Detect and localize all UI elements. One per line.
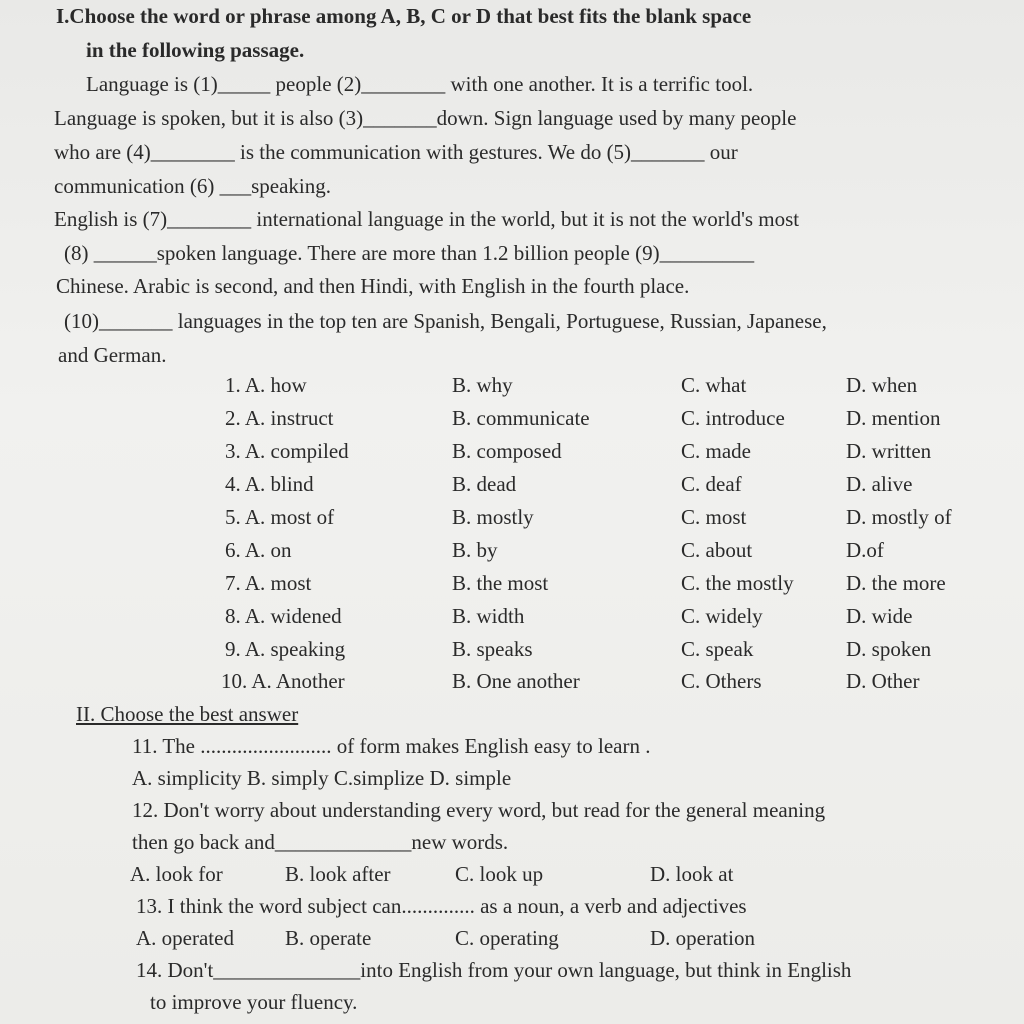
question-11: 11. The ......................... of form makes English easy to learn . [132,734,651,758]
option-c: C. about [681,538,753,562]
option-c: C. operating [455,926,559,950]
option-d: D. mention [846,406,941,430]
option-c: C. speak [681,637,754,661]
question-14-line2: to improve your fluency. [150,990,358,1014]
option-d: D. look at [650,862,734,886]
option-c: C. most [681,505,747,529]
part2-heading: II. Choose the best answer [76,702,299,726]
option-c: C. widely [681,604,763,628]
part1-heading-line2: in the following passage. [86,38,305,62]
passage-line: who are (4)________ is the communication with gestures. We do (5)_______ our [54,140,738,164]
option-c: C. introduce [681,406,785,430]
option-a: 1. A. how [225,373,307,397]
option-a: 3. A. compiled [225,439,349,463]
option-a: 9. A. speaking [225,637,346,661]
option-b: B. operate [285,926,372,950]
option-d: D. Other [846,669,920,693]
option-b: B. why [452,373,513,397]
passage-line: (8) ______spoken language. There are more than 1.2 billion people (9)_________ [64,241,755,265]
option-a: 8. A. widened [225,604,342,628]
option-c: C. deaf [681,472,742,496]
option-a: A. look for [130,862,223,886]
passage-line: Language is (1)_____ people (2)________ with one another. It is a terrific tool. [86,72,754,96]
option-d: D. when [846,373,918,397]
option-b: B. composed [452,439,562,463]
option-b: B. speaks [452,637,533,661]
option-b: B. look after [285,862,391,886]
option-c: C. made [681,439,751,463]
option-b: B. the most [452,571,549,595]
passage-line: communication (6) ___speaking. [54,174,332,198]
option-c: C. Others [681,669,762,693]
option-a: A. operated [136,926,234,950]
option-b: B. communicate [452,406,590,430]
option-d: D. the more [846,571,946,595]
option-d: D. alive [846,472,913,496]
option-a: 4. A. blind [225,472,314,496]
option-d: D. wide [846,604,913,628]
passage-line: and German. [58,343,167,367]
option-c: C. the mostly [681,571,794,595]
option-d: D. mostly of [846,505,952,529]
option-d: D.of [846,538,884,562]
option-b: B. mostly [452,505,534,529]
question-12-line2: then go back and_____________new words. [132,830,509,854]
option-d: D. operation [650,926,755,950]
option-c: C. what [681,373,747,397]
question-11-options: A. simplicity B. simply C.simplize D. simple [132,766,512,790]
option-b: B. dead [452,472,517,496]
option-d: D. spoken [846,637,932,661]
option-b: B. One another [452,669,580,693]
question-13: 13. I think the word subject can.............. as a noun, a verb and adjectives [136,894,747,918]
option-a: 6. A. on [225,538,292,562]
passage-line: English is (7)________ international language in the world, but it is not the world's most [54,207,800,231]
option-a: 10. A. Another [221,669,345,693]
option-b: B. width [452,604,525,628]
question-14-line1: 14. Don't______________into English from your own language, but think in English [136,958,852,982]
option-d: D. written [846,439,932,463]
question-12-line1: 12. Don't worry about understanding every word, but read for the general meaning [132,798,826,822]
option-a: 7. A. most [225,571,312,595]
option-a: 2. A. instruct [225,406,334,430]
passage-line: Chinese. Arabic is second, and then Hindi, with English in the fourth place. [56,274,690,298]
option-b: B. by [452,538,498,562]
option-c: C. look up [455,862,544,886]
part1-heading-line1: I.Choose the word or phrase among A, B, C or D that best fits the blank space [56,4,752,28]
option-a: 5. A. most of [225,505,335,529]
passage-line: (10)_______ languages in the top ten are Spanish, Bengali, Portuguese, Russian, Japanese, [64,309,827,333]
passage-line: Language is spoken, but it is also (3)_______down. Sign language used by many people [54,106,797,130]
